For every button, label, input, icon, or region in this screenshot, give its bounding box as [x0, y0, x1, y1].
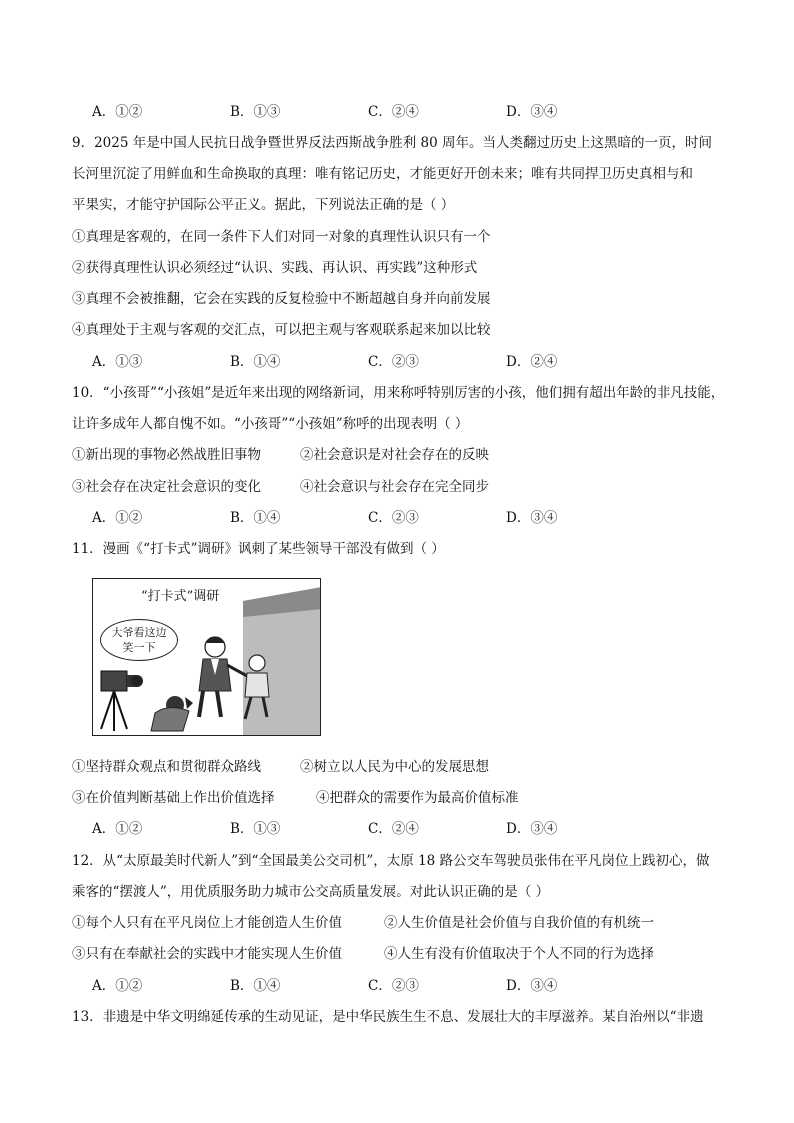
option-b[interactable]: B．①④ — [230, 354, 281, 370]
option-d[interactable]: D．③④ — [506, 104, 558, 120]
option-b[interactable]: B．①③ — [230, 821, 281, 837]
q10-options — [92, 508, 644, 528]
speech-line: 笑一下 — [122, 641, 156, 654]
q12-options — [92, 976, 644, 996]
option-d[interactable]: D．③④ — [506, 978, 558, 994]
q10-statement-row — [72, 445, 489, 465]
option-c[interactable]: C．②④ — [368, 821, 419, 837]
q12-stem-line: 12．从“太原最美时代新人”到“全国最美公交司机”，太原 18 路公交车驾驶员张伟在平凡岗位上践初心，做 — [72, 853, 710, 869]
q11-statement: ①坚持群众观点和贯彻群众路线 — [72, 759, 261, 775]
speech-line: 大爷看这边 — [111, 626, 167, 639]
speech-bubble — [100, 619, 178, 661]
q12-statement-row — [72, 913, 654, 933]
q8-options — [92, 102, 644, 122]
option-c[interactable]: C．②③ — [368, 354, 419, 370]
q11-statement: ②树立以人民为中心的发展思想 — [300, 759, 489, 775]
option-c[interactable]: C．②③ — [368, 978, 419, 994]
q12-statement: ①每个人只有在平凡岗位上才能创造人生价值 — [72, 915, 342, 931]
q12-stem-line: 乘客的“摆渡人”，用优质服务助力城市公交高质量发展。对此认识正确的是（ ） — [72, 884, 550, 900]
q12-statement-row — [72, 944, 654, 964]
cartoon-title: “打卡式”调研 — [141, 589, 220, 604]
q11-statement-row — [72, 788, 519, 808]
q11-statement-row — [72, 757, 489, 777]
cartoon-figure — [92, 578, 321, 736]
q9-statement: ①真理是客观的，在同一条件下人们对同一对象的真理性认识只有一个 — [72, 229, 491, 245]
q10-statement: ④社会意识与社会存在完全同步 — [300, 479, 489, 495]
option-a[interactable]: A．①② — [92, 978, 143, 994]
q9-stem-line: 9．2025 年是中国人民抗日战争暨世界反法西斯战争胜利 80 周年。当人类翻过历史上这黑暗的一页，时间 — [72, 135, 712, 151]
q9-stem-line: 平果实，才能守护国际公平正义。据此，下列说法正确的是（ ） — [72, 197, 455, 213]
option-b[interactable]: B．①③ — [230, 104, 281, 120]
q9-stem-line: 长河里沉淀了用鲜血和生命换取的真理：唯有铭记历史，才能更好开创未来；唯有共同捍卫历史真相与和 — [72, 166, 693, 182]
option-a[interactable]: A．①② — [92, 821, 143, 837]
q11-stem-line: 11．漫画《“打卡式”调研》讽刺了某些领导干部没有做到（ ） — [72, 541, 445, 557]
q10-stem-line: 让许多成年人都自愧不如。“小孩哥”“小孩姐”称呼的出现表明（ ） — [72, 416, 469, 432]
q10-statement: ③社会存在决定社会意识的变化 — [72, 479, 261, 495]
option-b[interactable]: B．①④ — [230, 978, 281, 994]
q11-statement: ④把群众的需要作为最高价值标准 — [316, 790, 519, 806]
option-a[interactable]: A．①③ — [92, 354, 143, 370]
q10-statement-row — [72, 477, 489, 497]
option-c[interactable]: C．②④ — [368, 104, 419, 120]
q13-stem-line: 13．非遗是中华文明绵延传承的生动见证，是中华民族生生不息、发展壮大的丰厚滋养。某自治州以“非遗 — [72, 1009, 704, 1025]
option-d[interactable]: D．③④ — [506, 821, 558, 837]
q9-statement: ④真理处于主观与客观的交汇点，可以把主观与客观联系起来加以比较 — [72, 322, 491, 338]
option-a[interactable]: A．①② — [92, 104, 143, 120]
option-b[interactable]: B．①④ — [230, 510, 281, 526]
q11-options — [92, 819, 644, 839]
q12-statement: ②人生价值是社会价值与自我价值的有机统一 — [384, 915, 654, 931]
q9-options — [92, 352, 644, 372]
q9-statement: ③真理不会被推翻，它会在实践的反复检验中不断超越自身并向前发展 — [72, 291, 491, 307]
q11-statement: ③在价值判断基础上作出价值选择 — [72, 790, 275, 806]
q9-statement: ②获得真理性认识必须经过“认识、实践、再认识、再实践”这种形式 — [72, 260, 478, 276]
q10-statement: ①新出现的事物必然战胜旧事物 — [72, 447, 261, 463]
option-d[interactable]: D．③④ — [506, 510, 558, 526]
option-d[interactable]: D．②④ — [506, 354, 558, 370]
q12-statement: ③只有在奉献社会的实践中才能实现人生价值 — [72, 946, 342, 962]
option-a[interactable]: A．①② — [92, 510, 143, 526]
option-c[interactable]: C．②③ — [368, 510, 419, 526]
q12-statement: ④人生有没有价值取决于个人不同的行为选择 — [384, 946, 654, 962]
q10-statement: ②社会意识是对社会存在的反映 — [300, 447, 489, 463]
q10-stem-line: 10．“小孩哥”“小孩姐”是近年来出现的网络新词，用来称呼特别厉害的小孩，他们拥有超出年龄的非凡技能， — [72, 385, 725, 401]
